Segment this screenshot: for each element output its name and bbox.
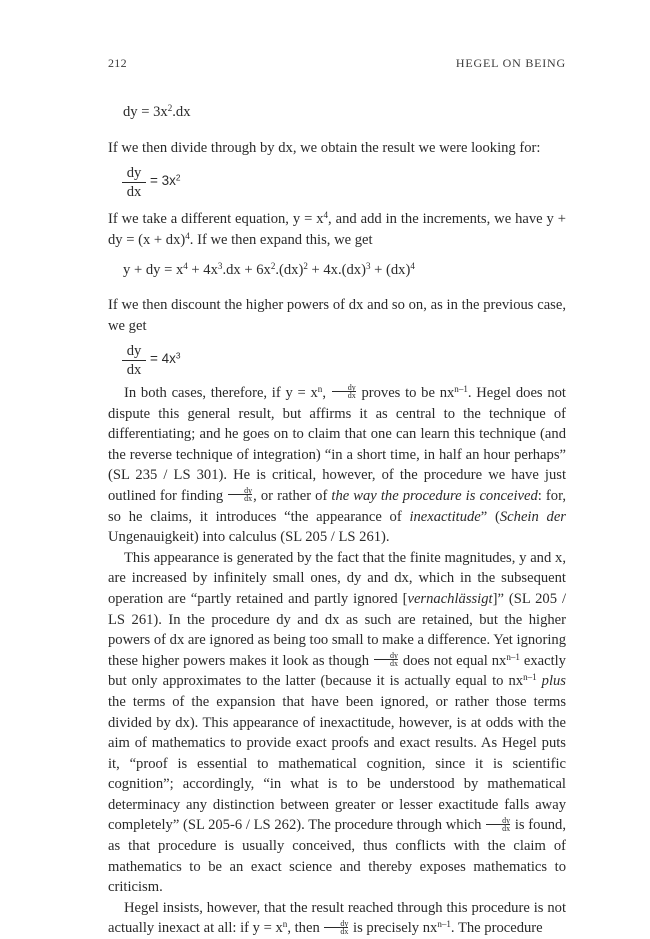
running-head: HEGEL ON BEING (455, 56, 566, 70)
page-number: 212 (108, 56, 127, 70)
small-fraction-dy-dx: $\frac{dy}{dx}$ (486, 817, 510, 832)
equation-dy-3x2: dy = $3x^2.dx$ (123, 103, 191, 120)
small-fraction-dy-dx: $\frac{dy}{dx}$ (228, 487, 252, 502)
paragraph-discount-powers: If we then discount the higher powers of dx and so on, as in the previous case, we get (108, 297, 566, 334)
small-fraction-dy-dx: $\frac{dy}{dx}$ (332, 384, 356, 399)
body-text (108, 383, 566, 939)
small-fraction-dy-dx: $\frac{dy}{dx}$ (374, 652, 398, 667)
fraction-dy-dx-4x3: dy dx = $4x^3$ (122, 342, 146, 379)
small-fraction-dy-dx: $\frac{dy}{dx}$ (324, 920, 348, 935)
intro-sentence: If we then divide through by dx, we obtain the result we were looking for: (108, 140, 541, 156)
paragraph-hegel-insists: Hegel insists, however, that the result reached through this procedure is not actually inexact at all: if $y = x^n$, then $\frac{dy}{dx}$ is precisely $nx^{n-1}$. The procedure (108, 899, 566, 937)
fraction-dy-dx-3x2: dy dx = $3x^2$ (122, 164, 146, 201)
paragraph-both-cases: In both cases, therefore, if $y = x^n$, $\frac{dy}{dx}$ proves to be $nx^{n-1}$. Hegel does not dispute this general result, but affirms it as central to the technique of differentiating; and he goes on to claim that one can learn this technique (and the reverse technique of integration) “in a short time, in half an hour perhaps” (SL 235 / LS 301). He is critical, however, of the procedure we have just outlined for finding $\frac{dy}{dx}$ , or rather of the way the procedure is conceived: for, so he claims, it introduces “the appearance of inexactitude” (Schein der Ungenauigkeit) into calculus (SL 205 / LS 261). (108, 383, 566, 546)
paragraph-appearance: This appearance is generated by the fact that the finite magnitudes, y and x, are increased by infinitely small ones, dy and dx, which in the subsequent operation are “partly retained and partly ignored [vernachlässigt]” (SL 205 / LS 261). In the procedure dy and dx as such are retained, but the higher powers of dx are ignored as being too small to make a difference. Yet ignoring these higher powers makes it look as though $\frac{dy}{dx}$ does not equal $nx^{n-1}$ exactly but only approximates to the latter (because it is actually equal to $nx^{n-1}$ plus the terms of the expansion that have been ignored, or rather those terms divided by dx). This appearance of inexactitude, however, is at odds with the aim of mathematics to provide exact proofs and exact results. As Hegel puts it, “proof is essential to mathematical cognition, since it is scientific cognition”; accordingly, “in what is to be understood by mathematical determinacy any distinction between greater or lesser exactitude falls away completely” (SL 205-6 / LS 262). The procedure through which $\frac{dy}{dx}$ is found, as that procedure is usually conceived, thus conflicts with the claim of mathematics to be an exact science and thereby exposes mathematics to criticism. (108, 549, 567, 896)
paragraph-different-equation: If we take a different equation, $y = x^4$, and add in the increments, we have y + dy = (x + dx)$^4$. If we then expand this, we get (108, 210, 566, 248)
equation-expansion: y + dy = $x^4 + 4x^3.dx + 6x^2.(dx)^2 + 4x.(dx)^3 + (dx)^4$ (123, 261, 415, 278)
